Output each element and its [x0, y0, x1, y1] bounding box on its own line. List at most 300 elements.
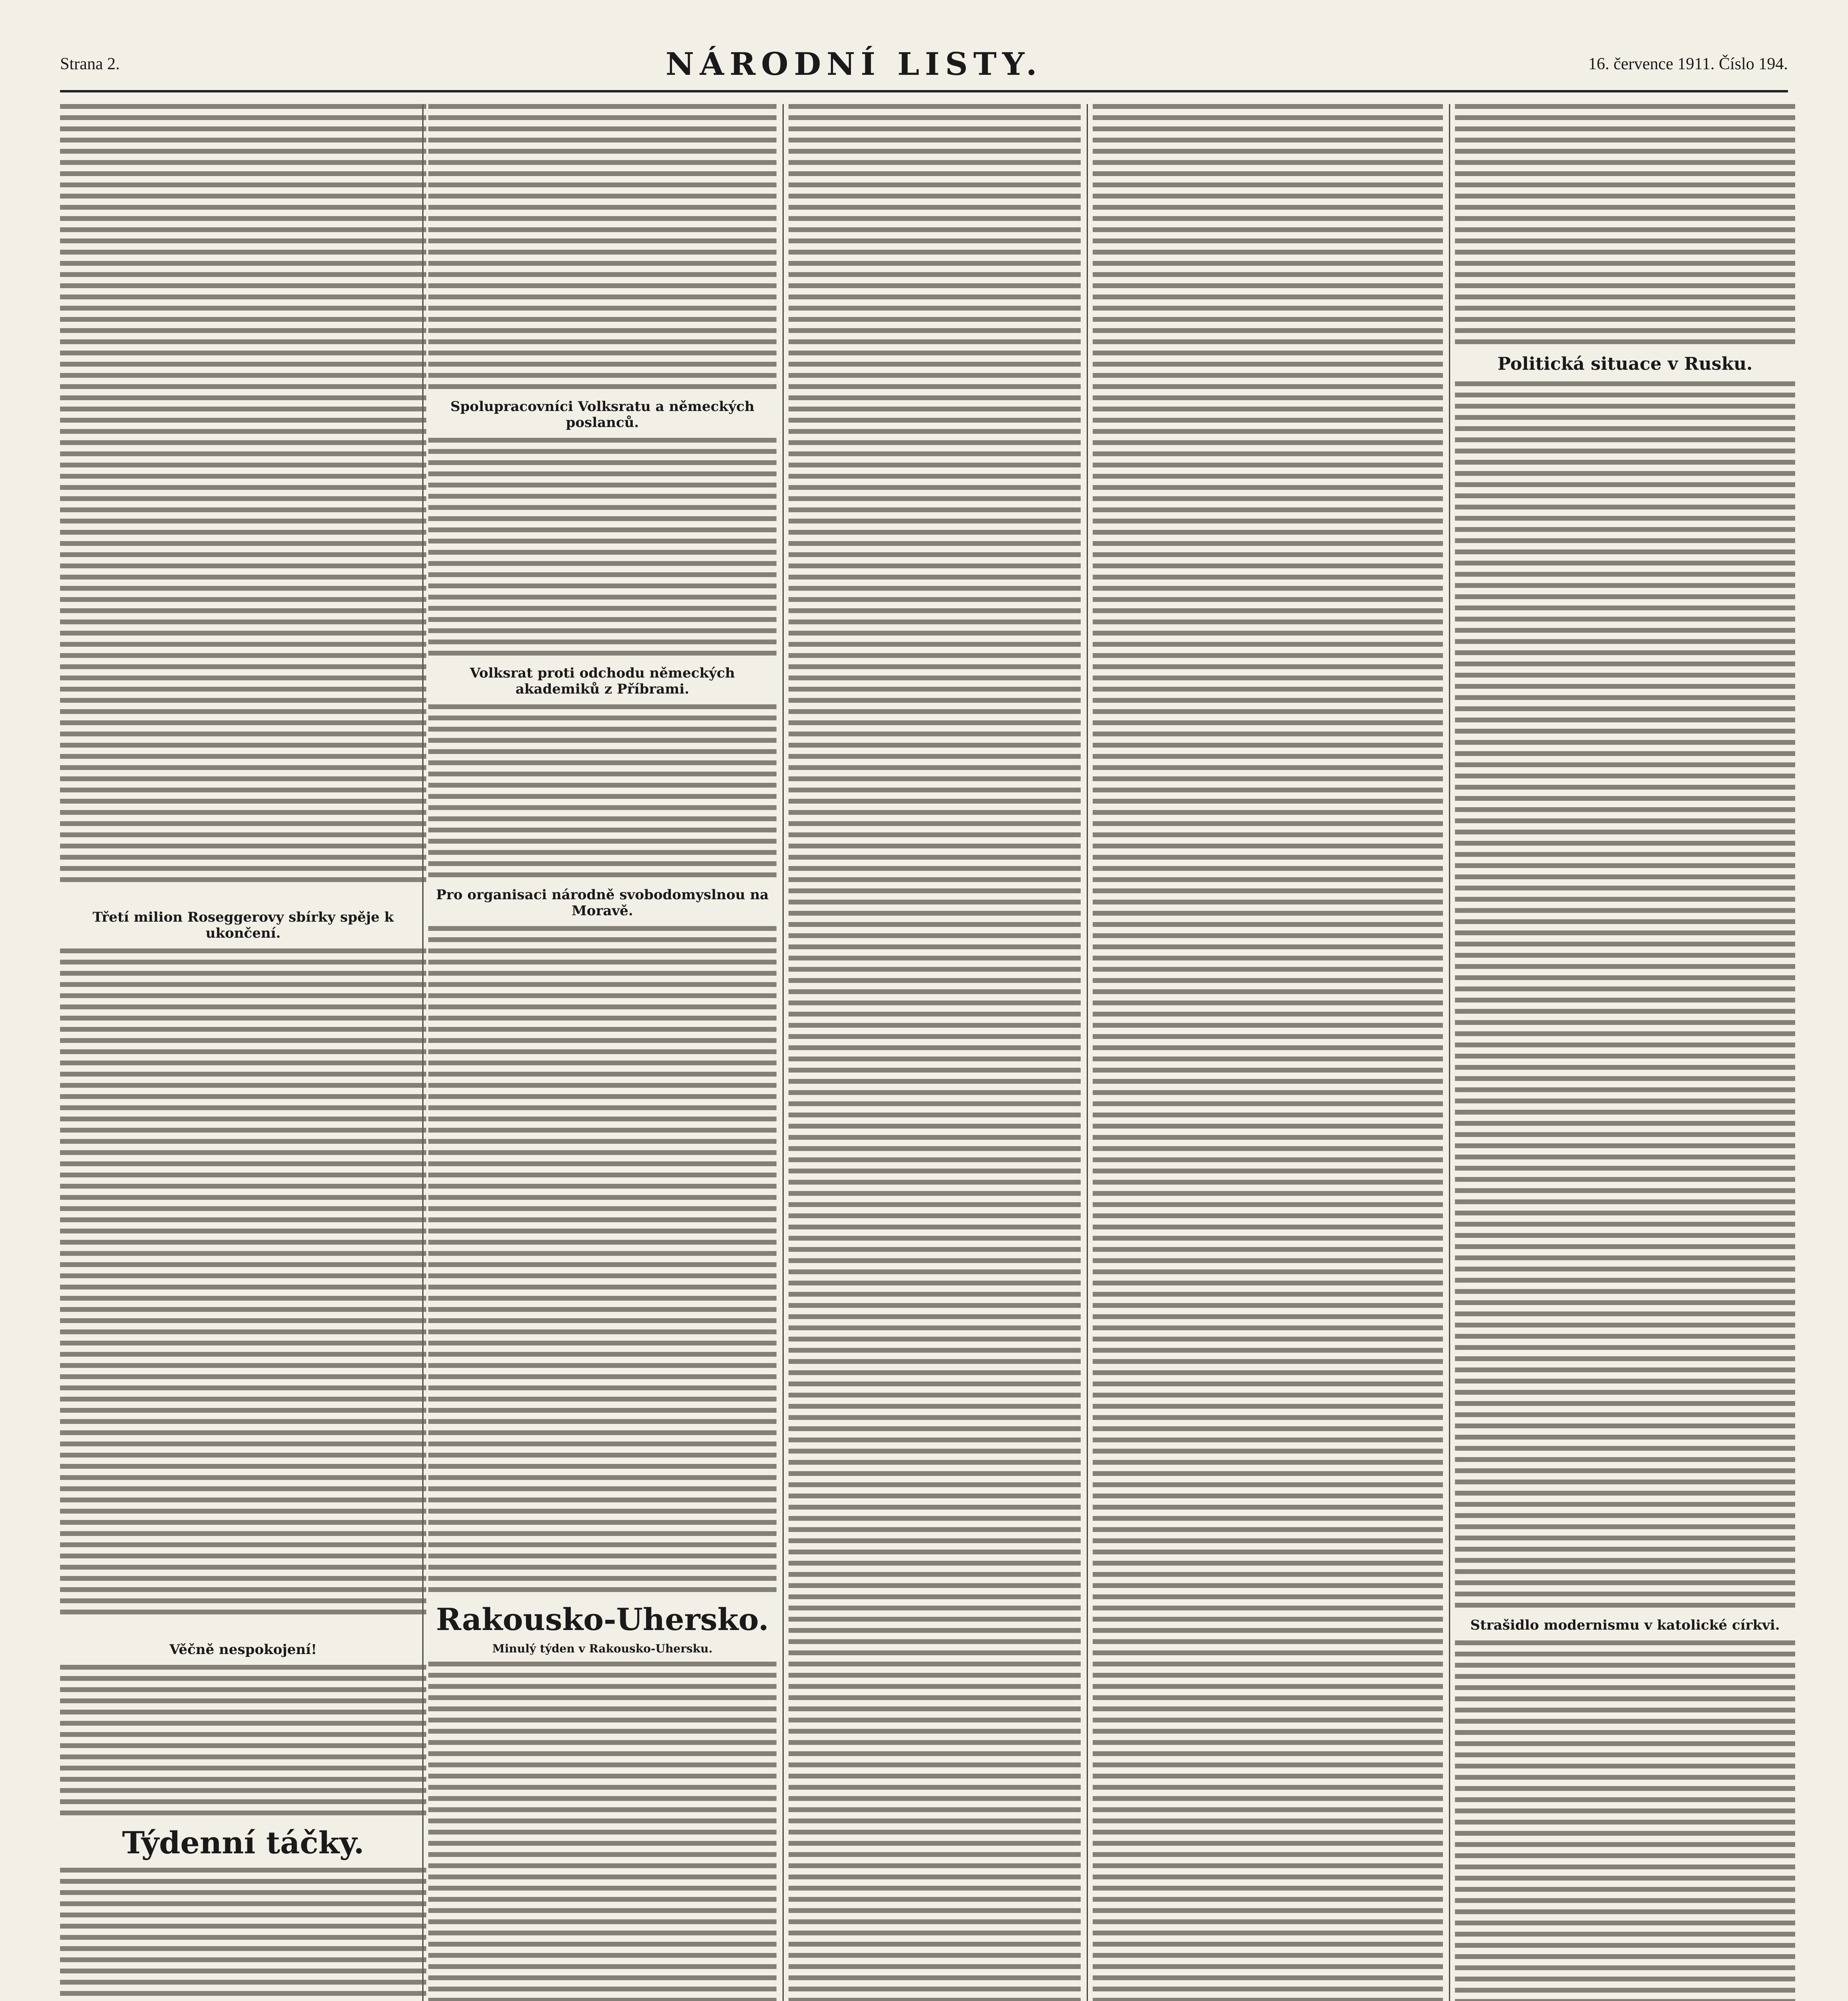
text-line [428, 261, 777, 266]
text-line [789, 429, 1081, 434]
text-line [428, 561, 777, 566]
text-line [789, 160, 1081, 165]
text-line [1455, 1412, 1795, 1417]
text-line [789, 1931, 1081, 1935]
text-line [789, 1572, 1081, 1577]
text-line [428, 937, 777, 942]
text-line [1455, 874, 1795, 879]
text-line [1093, 989, 1443, 994]
text-line [428, 1038, 777, 1043]
text-line [60, 1173, 426, 1177]
text-line [60, 653, 426, 658]
text-line [1455, 561, 1795, 565]
text-line [60, 563, 426, 568]
text-line [1093, 743, 1443, 748]
paragraph-gap [60, 888, 426, 900]
text-line [1093, 1438, 1443, 1442]
text-line [1093, 754, 1443, 759]
text-line [1093, 451, 1443, 456]
text-line [60, 1811, 426, 1815]
text-line [428, 1262, 777, 1267]
text-line [1093, 956, 1443, 960]
text-line [1455, 830, 1795, 834]
text-line [60, 149, 426, 154]
text-line [60, 1385, 426, 1390]
text-line [60, 463, 426, 467]
text-line [789, 485, 1081, 490]
text-line [428, 971, 777, 976]
text-line [428, 160, 777, 165]
text-line [789, 239, 1081, 243]
text-line [789, 1538, 1081, 1543]
text-line [789, 171, 1081, 176]
text-line [1093, 1606, 1443, 1610]
text-line [60, 1341, 426, 1345]
text-line [1093, 1381, 1443, 1386]
newspaper-title: NÁRODNÍ LISTY. [665, 46, 1043, 82]
text-line [1455, 818, 1795, 823]
text-line [1093, 1404, 1443, 1409]
text-line [428, 1341, 777, 1345]
text-line [1455, 1211, 1795, 1215]
text-line [1093, 328, 1443, 333]
text-line [60, 1296, 426, 1301]
text-line [428, 1998, 777, 2001]
text-line [428, 1475, 777, 1480]
text-line [1455, 1797, 1795, 1802]
text-line [1093, 1460, 1443, 1465]
text-line [1455, 1446, 1795, 1451]
text-line [1455, 695, 1795, 700]
text-line [789, 149, 1081, 154]
text-line [428, 1987, 777, 1991]
text-line [60, 541, 426, 546]
text-line [1093, 171, 1443, 176]
text-line [1455, 942, 1795, 946]
text-line [1093, 407, 1443, 411]
text-line [428, 572, 777, 577]
text-line [1455, 1278, 1795, 1283]
text-line [60, 1788, 426, 1793]
text-line [60, 530, 426, 535]
text-line [789, 295, 1081, 299]
text-line [60, 104, 426, 109]
text-line [428, 704, 777, 709]
text-line [1093, 1740, 1443, 1745]
text-line [1455, 807, 1795, 812]
text-line [1455, 1842, 1795, 1847]
text-line [1093, 855, 1443, 860]
text-line [1455, 549, 1795, 554]
text-line [1455, 852, 1795, 857]
text-line [60, 126, 426, 131]
text-line [60, 642, 426, 647]
text-line [60, 1374, 426, 1379]
text-line [428, 816, 777, 821]
text-line [1455, 306, 1795, 311]
text-line [1455, 639, 1795, 644]
text-line [1455, 796, 1795, 801]
text-line [1093, 1550, 1443, 1554]
text-line [60, 1969, 426, 1973]
text-line [60, 1946, 426, 1951]
text-line [1093, 1527, 1443, 1532]
text-line [60, 1554, 426, 1558]
text-line [1455, 1345, 1795, 1350]
text-line [1093, 1975, 1443, 1980]
text-line [428, 1285, 777, 1289]
text-line [1093, 1583, 1443, 1588]
text-line [1093, 1370, 1443, 1375]
text-line [428, 760, 777, 765]
text-line [1093, 1057, 1443, 1061]
text-line [428, 1217, 777, 1222]
text-line [60, 1072, 426, 1077]
text-line [789, 967, 1081, 972]
text-line [60, 1598, 426, 1603]
text-line [1093, 866, 1443, 871]
text-line [1455, 774, 1795, 778]
text-line [1093, 1146, 1443, 1151]
text-line [428, 1453, 777, 1458]
text-line [789, 1068, 1081, 1073]
text-line [789, 1527, 1081, 1532]
text-line [1455, 1435, 1795, 1440]
text-line [1455, 1054, 1795, 1059]
text-line [789, 1213, 1081, 1218]
text-line [60, 1868, 426, 1873]
text-line [428, 727, 777, 732]
text-line [428, 373, 777, 378]
text-line [1455, 1652, 1795, 1656]
text-line [1093, 1617, 1443, 1622]
text-line [1093, 1628, 1443, 1633]
text-line [428, 1785, 777, 1790]
text-line [1455, 1222, 1795, 1227]
text-line [1455, 437, 1795, 442]
text-line [1093, 620, 1443, 624]
text-line [60, 160, 426, 165]
text-line [789, 799, 1081, 804]
text-line [789, 788, 1081, 792]
text-line [1093, 978, 1443, 983]
text-line [1093, 1292, 1443, 1297]
text-line [789, 1101, 1081, 1106]
text-line [1093, 821, 1443, 826]
text-line [428, 550, 777, 555]
text-line [428, 628, 777, 633]
text-line [60, 1687, 426, 1692]
text-line [1093, 227, 1443, 232]
text-line [1455, 239, 1795, 243]
text-line [789, 1393, 1081, 1397]
text-line [428, 1841, 777, 1846]
text-line [789, 407, 1081, 411]
text-line [1093, 474, 1443, 479]
text-line [428, 1830, 777, 1835]
text-line [60, 698, 426, 703]
text-line [1093, 1202, 1443, 1207]
text-line [1455, 138, 1795, 142]
text-line [1455, 718, 1795, 722]
text-line [1093, 1482, 1443, 1487]
text-line [428, 362, 777, 367]
text-line [1093, 1852, 1443, 1857]
text-line [428, 1363, 777, 1368]
text-line [428, 1408, 777, 1413]
text-line [1093, 1561, 1443, 1566]
text-line [1455, 1267, 1795, 1271]
text-line [1455, 1764, 1795, 1768]
text-line [1093, 440, 1443, 445]
text-line [1455, 740, 1795, 745]
text-line [428, 1229, 777, 1233]
text-line [1455, 1547, 1795, 1552]
text-line [428, 205, 777, 210]
text-line [1455, 1708, 1795, 1712]
text-line [1455, 762, 1795, 767]
text-line [1455, 1468, 1795, 1473]
text-line [1455, 751, 1795, 756]
text-line [428, 1520, 777, 1525]
text-line [60, 1913, 426, 1917]
text-line [428, 1083, 777, 1088]
text-line [789, 1191, 1081, 1196]
text-line [60, 1520, 426, 1525]
text-line [60, 485, 426, 490]
text-line [789, 1561, 1081, 1566]
text-line [1455, 1300, 1795, 1305]
text-line [428, 1774, 777, 1778]
text-line [428, 1863, 777, 1868]
text-line [1093, 463, 1443, 467]
text-line [60, 451, 426, 456]
text-line [789, 1942, 1081, 1947]
text-line [1093, 575, 1443, 579]
text-line [1093, 1572, 1443, 1577]
text-line [1093, 799, 1443, 804]
text-line [60, 306, 426, 311]
text-line [1093, 384, 1443, 389]
text-line [60, 1262, 426, 1267]
text-line [60, 1285, 426, 1289]
text-line [1455, 1480, 1795, 1484]
text-line [789, 821, 1081, 826]
text-line [60, 1565, 426, 1570]
text-line [1093, 1169, 1443, 1173]
text-line [60, 1799, 426, 1804]
text-line [1093, 676, 1443, 680]
text-line [789, 1729, 1081, 1734]
text-line [1455, 160, 1795, 165]
text-line [789, 1796, 1081, 1801]
text-line [1455, 606, 1795, 610]
text-line [60, 776, 426, 781]
text-line [1455, 1188, 1795, 1193]
text-line [60, 720, 426, 725]
text-line [428, 1027, 777, 1032]
issue-date: 16. července 1911. Číslo 194. [1588, 55, 1788, 73]
text-line [789, 877, 1081, 882]
column-rule [783, 104, 784, 2001]
text-line [1455, 684, 1795, 689]
text-line [428, 283, 777, 288]
text-line [789, 743, 1081, 748]
text-line [1093, 1258, 1443, 1263]
text-line [428, 149, 777, 154]
text-line [1455, 182, 1795, 187]
text-line [428, 1464, 777, 1469]
text-line [428, 716, 777, 720]
section-heading: Rakousko-Uhersko. [436, 1602, 769, 1637]
text-line [1455, 216, 1795, 221]
text-line [1093, 1774, 1443, 1778]
text-line [1093, 306, 1443, 311]
text-line [1455, 1043, 1795, 1047]
text-line [60, 1363, 426, 1368]
text-line [428, 171, 777, 176]
text-line [1093, 1516, 1443, 1521]
text-line [1093, 967, 1443, 972]
text-line [60, 1509, 426, 1514]
column-2 [428, 104, 777, 2001]
text-line [1455, 1536, 1795, 1540]
text-line [428, 1695, 777, 1700]
text-line [1455, 1390, 1795, 1395]
text-line [1455, 283, 1795, 288]
text-line [60, 1038, 426, 1043]
text-line [60, 1117, 426, 1121]
text-line [60, 631, 426, 636]
text-line [428, 438, 777, 443]
text-line [428, 1964, 777, 1969]
text-line [428, 1919, 777, 1924]
text-line [428, 1975, 777, 1980]
text-line [789, 451, 1081, 456]
text-line [1455, 673, 1795, 678]
text-line [1455, 1233, 1795, 1238]
text-line [428, 539, 777, 543]
text-line [1455, 460, 1795, 465]
text-line [1455, 449, 1795, 453]
text-line [1093, 1303, 1443, 1308]
text-line [1093, 283, 1443, 288]
text-line [1455, 1820, 1795, 1825]
text-line [1093, 1337, 1443, 1341]
text-line [60, 227, 426, 232]
text-line [428, 1531, 777, 1536]
text-line [789, 653, 1081, 658]
text-line [1455, 1887, 1795, 1892]
text-line [1455, 1909, 1795, 1914]
text-line [1455, 1334, 1795, 1339]
text-line [60, 384, 426, 389]
text-line [789, 1494, 1081, 1498]
text-line [428, 1206, 777, 1211]
text-line [1093, 911, 1443, 916]
text-line [1455, 1809, 1795, 1813]
column-4 [1093, 104, 1443, 2001]
text-line [789, 888, 1081, 893]
text-line [789, 1180, 1081, 1185]
text-line [789, 1146, 1081, 1151]
text-line [428, 1005, 777, 1009]
text-line [60, 1419, 426, 1424]
text-line [1093, 1841, 1443, 1846]
text-line [60, 1464, 426, 1469]
text-line [1093, 1819, 1443, 1823]
text-line [1455, 194, 1795, 198]
text-line [1455, 1121, 1795, 1126]
text-line [789, 1471, 1081, 1476]
text-line [1455, 261, 1795, 266]
text-line [789, 810, 1081, 815]
text-line [1093, 530, 1443, 535]
text-line [789, 1953, 1081, 1958]
text-line [1093, 1953, 1443, 1958]
text-line [428, 1875, 777, 1879]
text-line [1093, 104, 1443, 109]
text-line [1455, 785, 1795, 790]
text-line [1093, 239, 1443, 243]
text-line [1455, 1155, 1795, 1159]
text-line [60, 283, 426, 288]
text-line [428, 182, 777, 187]
text-line [1455, 1569, 1795, 1574]
text-line [428, 1318, 777, 1323]
text-line [789, 1381, 1081, 1386]
text-line [428, 115, 777, 120]
text-line [60, 993, 426, 998]
text-line [428, 926, 777, 931]
text-line [1455, 1311, 1795, 1316]
text-line [60, 1935, 426, 1940]
text-line [789, 507, 1081, 512]
text-line [1455, 527, 1795, 532]
text-line [60, 1754, 426, 1759]
text-line [789, 944, 1081, 949]
text-line [428, 1442, 777, 1446]
text-line [1455, 628, 1795, 633]
text-line [1093, 395, 1443, 400]
text-line [428, 471, 777, 476]
text-line [60, 1980, 426, 1985]
text-line [1093, 1796, 1443, 1801]
text-line [1093, 922, 1443, 927]
text-line [1455, 919, 1795, 924]
text-line [428, 460, 777, 465]
text-line [1093, 1998, 1443, 2001]
text-line [1455, 1143, 1795, 1148]
text-line [1093, 496, 1443, 501]
text-line [789, 1337, 1081, 1341]
text-line [428, 1397, 777, 1402]
text-line [1455, 250, 1795, 255]
text-line [60, 1273, 426, 1278]
text-line [60, 1890, 426, 1895]
text-line [428, 1240, 777, 1245]
text-line [1093, 631, 1443, 636]
text-line [789, 732, 1081, 736]
text-line [1455, 1255, 1795, 1260]
text-line [428, 1173, 777, 1177]
text-line [789, 194, 1081, 198]
text-line [789, 989, 1081, 994]
text-line [1455, 1775, 1795, 1780]
text-line [1455, 1674, 1795, 1679]
text-line [1093, 1987, 1443, 1991]
text-line [789, 1841, 1081, 1846]
